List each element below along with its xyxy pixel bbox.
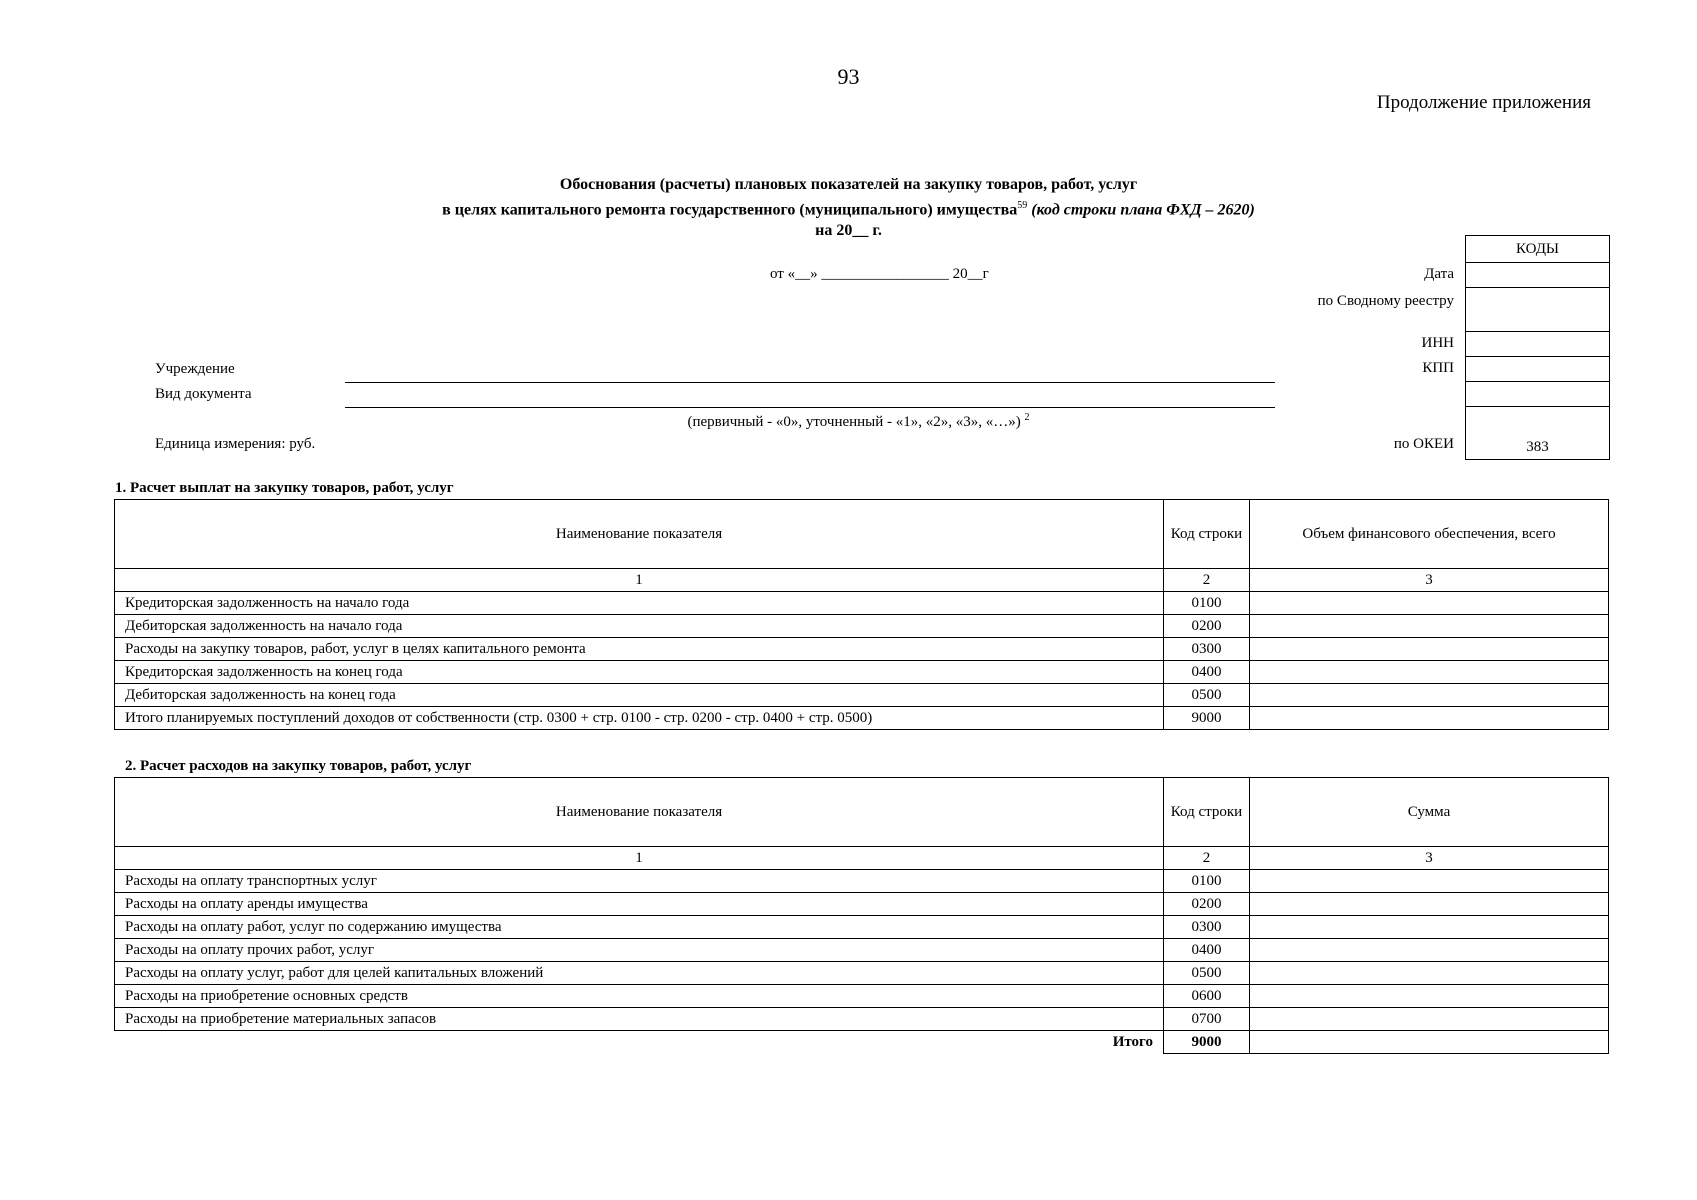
s1-colnum-1: 1 [115, 569, 1164, 592]
s2-row-name: Расходы на оплату работ, услуг по содержанию имущества [115, 916, 1164, 939]
doc-type-field[interactable] [345, 407, 1275, 408]
s2-colnum-2: 2 [1164, 847, 1250, 870]
s1-row-value[interactable] [1250, 638, 1609, 661]
s2-row-code: 0100 [1164, 870, 1250, 893]
codes-value-kpp[interactable] [1466, 357, 1610, 382]
codes-value-okei[interactable]: 383 [1466, 407, 1610, 460]
continuation-note: Продолжение приложения [1376, 92, 1591, 113]
s2-colnum-1: 1 [115, 847, 1164, 870]
s2-total-label: Итого [1112, 1033, 1153, 1050]
s2-row-name: Расходы на оплату транспортных услуг [115, 870, 1164, 893]
s1-row-name: Расходы на закупку товаров, работ, услуг в целях капитального ремонта [115, 638, 1164, 661]
s2-total-value[interactable] [1250, 1031, 1609, 1054]
s2-header-value: Сумма [1250, 778, 1609, 847]
doc-type-hint [0, 412, 1697, 431]
s1-row-value[interactable] [1250, 684, 1609, 707]
doc-type-hint-footnote: 2 [1024, 412, 1030, 423]
s1-row-name: Кредиторская задолженность на конец года [115, 661, 1164, 684]
s2-row-name: Расходы на приобретение основных средств [115, 985, 1164, 1008]
title-line-3: на 20__ г. [815, 222, 882, 240]
table-row [115, 962, 1609, 985]
unit-label: Единица измерения: руб. [155, 436, 316, 452]
s1-row-code: 0400 [1164, 661, 1250, 684]
institution-field[interactable] [345, 382, 1275, 383]
s1-header-code: Код строки [1164, 500, 1250, 569]
title-footnote: 59 [1017, 200, 1028, 211]
section1-title: 1. Расчет выплат на закупку товаров, работ, услуг [115, 480, 454, 496]
s2-row-name: Расходы на оплату прочих работ, услуг [115, 939, 1164, 962]
s2-row-code: 0700 [1164, 1008, 1250, 1031]
s1-row-code: 0100 [1164, 592, 1250, 615]
codes-value-inn[interactable] [1466, 332, 1610, 357]
s2-header-code: Код строки [1164, 778, 1250, 847]
codes-label-kpp: КПП [1422, 360, 1454, 376]
doc-type-label: Вид документа [155, 386, 252, 402]
s2-row-value[interactable] [1250, 962, 1609, 985]
s2-row-code: 0600 [1164, 985, 1250, 1008]
s1-row-name: Дебиторская задолженность на конец года [115, 684, 1164, 707]
table-row [115, 1008, 1609, 1031]
s1-row-name: Кредиторская задолженность на начало года [115, 592, 1164, 615]
codes-header: КОДЫ [1466, 236, 1610, 263]
section2-table [114, 777, 1609, 1054]
s2-row-code: 0500 [1164, 962, 1250, 985]
title-line-2 [0, 195, 1697, 220]
total-row [115, 1031, 1609, 1054]
s1-header-name: Наименование показателя [115, 500, 1164, 569]
table-row [115, 684, 1609, 707]
codes-value-empty[interactable] [1466, 382, 1610, 407]
s1-colnum-2: 2 [1164, 569, 1250, 592]
s1-row-value[interactable] [1250, 707, 1609, 730]
s2-row-code: 0400 [1164, 939, 1250, 962]
s2-row-value[interactable] [1250, 1008, 1609, 1031]
codes-label-okei: по ОКЕИ [1393, 436, 1454, 452]
s2-row-name: Расходы на оплату аренды имущества [115, 893, 1164, 916]
title-line-2-italic: (код строки плана ФХД – 2620) [1031, 201, 1255, 219]
s1-row-value[interactable] [1250, 661, 1609, 684]
s1-row-code: 9000 [1164, 707, 1250, 730]
table-row [115, 661, 1609, 684]
codes-label-date: Дата [1424, 266, 1454, 282]
codes-value-date[interactable] [1466, 263, 1610, 288]
s2-row-value[interactable] [1250, 985, 1609, 1008]
table-row [115, 592, 1609, 615]
s2-row-value[interactable] [1250, 916, 1609, 939]
table-row [115, 893, 1609, 916]
title-line-1: Обоснования (расчеты) плановых показателей на закупку товаров, работ, услуг [559, 176, 1138, 193]
section2-title: 2. Расчет расходов на закупку товаров, работ, услуг [125, 758, 472, 774]
s2-total-code: 9000 [1164, 1031, 1250, 1054]
table-row [115, 939, 1609, 962]
document-title [0, 174, 1697, 241]
title-line-2-text: в целях капитального ремонта государственного (муниципального) имущества [442, 201, 1018, 219]
s2-row-value[interactable] [1250, 893, 1609, 916]
s1-row-code: 0500 [1164, 684, 1250, 707]
s1-row-name: Итого планируемых поступлений доходов от собственности (стр. 0300 + стр. 0100 - стр. 0200 - стр. 0400 + стр. 0500) [115, 707, 1164, 730]
date-from: от «__» _________________ 20__г [770, 266, 989, 282]
s2-row-code: 0200 [1164, 893, 1250, 916]
s1-header-value: Объем финансового обеспечения, всего [1250, 500, 1609, 569]
page-number: 93 [837, 64, 860, 89]
s1-row-code: 0200 [1164, 615, 1250, 638]
s1-row-code: 0300 [1164, 638, 1250, 661]
section1-table [114, 499, 1609, 730]
doc-type-hint-text: (первичный - «0», уточненный - «1», «2», «3», «…») [687, 414, 1021, 430]
table-row [115, 916, 1609, 939]
s1-colnum-3: 3 [1250, 569, 1609, 592]
s2-row-code: 0300 [1164, 916, 1250, 939]
s2-row-name: Расходы на оплату услуг, работ для целей капитальных вложений [115, 962, 1164, 985]
codes-table [1465, 235, 1610, 460]
s2-row-value[interactable] [1250, 939, 1609, 962]
s2-colnum-3: 3 [1250, 847, 1609, 870]
s1-row-value[interactable] [1250, 615, 1609, 638]
table-row [115, 870, 1609, 893]
s1-row-name: Дебиторская задолженность на начало года [115, 615, 1164, 638]
codes-label-registry: по Сводному реестру [1317, 293, 1454, 309]
table-row [115, 985, 1609, 1008]
codes-label-inn: ИНН [1421, 335, 1454, 351]
table-row [115, 638, 1609, 661]
s2-row-value[interactable] [1250, 870, 1609, 893]
codes-value-registry[interactable] [1466, 288, 1610, 332]
s1-row-value[interactable] [1250, 592, 1609, 615]
s2-row-name: Расходы на приобретение материальных запасов [115, 1008, 1164, 1031]
institution-label: Учреждение [155, 361, 235, 377]
s2-header-name: Наименование показателя [115, 778, 1164, 847]
table-row [115, 615, 1609, 638]
table-row [115, 707, 1609, 730]
